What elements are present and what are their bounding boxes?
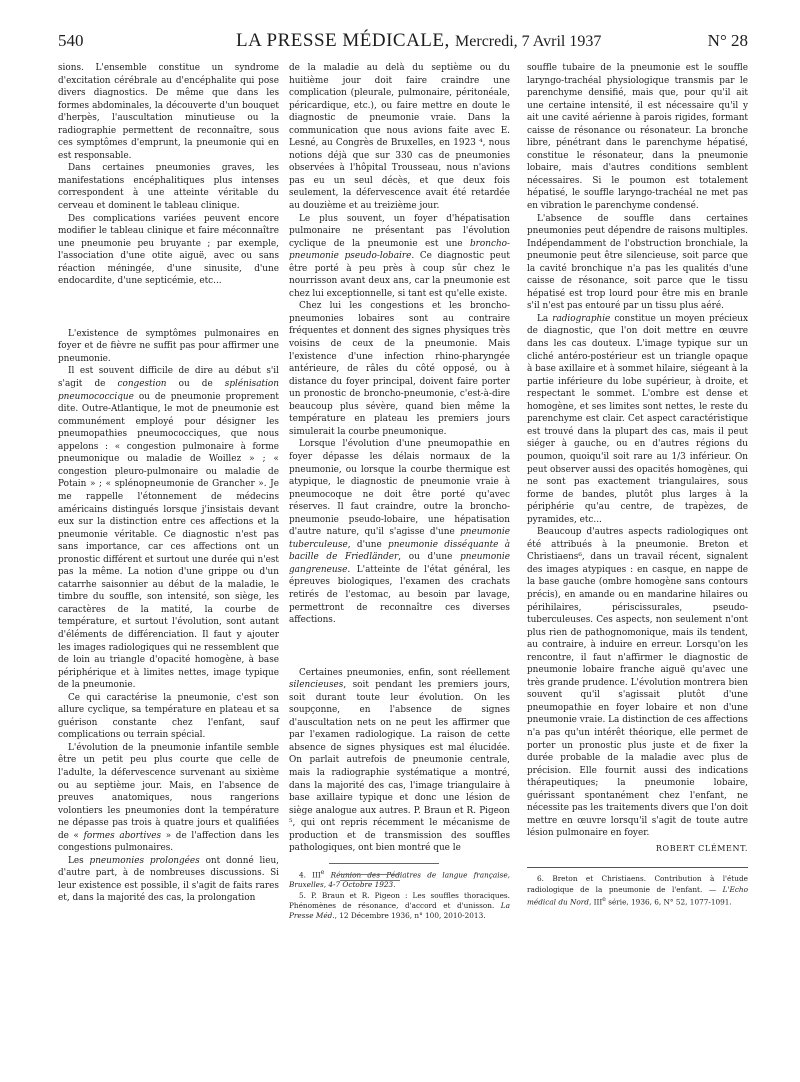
paragraph: Beaucoup d'autres aspects radiologiques ont été attribués à la pneumonie. Breton et Christiaens⁶, dans un travail récent, signalent des images atypiques : en casque, en nappe de la base gauche (ombre homogène sans contours précis), en amande ou en mandarine hilaires ou périhilaires, périscissurales, pseudo-tuberculeuses. Ces aspects, non seulement n'ont plus rien de pathognomonique, mais ils tendent, au contraire, à induire en erreur. Lorsqu'on les rencontre, il faut n'affirmer le diagnostic de pneumonie lobaire franche aiguë qu'avec une très grande prudence. L'évolution montrera bien souvent qu'il s'agissait plutôt d'une pneumopathie en foyer lobaire et non d'une pneumonie vraie. La distinction de ces affections n'a pas qu'un intérêt théorique, elle permet de porter un pronostic plus juste et de fixer la durée probable de la maladie avec plus de précision. Elle fournit aussi des indications thérapeutiques; la pneumonie lobaire, guérissant spontanément chez l'enfant, ne nécessite pas les traitements divers que l'on doit mettre en œuvre lorsqu'il s'agit de toute autre lésion pulmonaire en foyer. xyxy=(527,527,748,839)
page-number: 540 xyxy=(58,31,84,50)
author-signature: ROBERT CLÉMENT. xyxy=(655,843,748,853)
footnote-5: 5. P. Braun et R. Pigeon : Les souffles thoraciques. Phénomènes de résonance, d'accord et d'unisson. La Presse Méd., 12 Décembre 1936, n° 100, 2010-2013. xyxy=(289,890,510,921)
paragraph: Chez lui les congestions et les broncho-pneumonies lobaires sont au contraire fréquentes et donnent des signes physiques très voisins de ceux de la pneumonie. Mais l'existence d'une infection rhino-pharyngée antérieure, de râles du côté opposé, ou à distance du foyer principal, doivent faire porter un pronostic de broncho-pneumonie, c'est-à-dire beaucoup plus sévère, quand bien même la température en plateau les premiers jours simulerait la courbe pneumonique. xyxy=(289,301,510,437)
footnote-6: 6. Breton et Christiaens. Contribution à l'étude radiologique de la pneumonie de l'enfant. — L'Echo médical du Nord, IIIe série, 1936, 6, N° 52, 1077-1091. xyxy=(527,874,748,907)
column-left xyxy=(58,62,279,905)
footnote-divider xyxy=(527,867,748,868)
paragraph: Les pneumonies prolongées ont donné lieu, d'autre part, à de nombreuses discussions. Si leur existence est possible, il s'agit de faits rares et, dans la majorité des cas, la prolongation xyxy=(58,855,280,904)
footnote-4: 4. IIIe Réunion des Pédiatres de langue française, Bruxelles, 4-7 Octobre 1923. xyxy=(289,868,511,890)
journal-masthead xyxy=(236,30,601,52)
paragraph: Le plus souvent, un foyer d'hépatisation pulmonaire ne présentant pas l'évolution cyclique de la pneumonie est une broncho-pneumonie pseudo-lobaire. Ce diagnostic peut être porté à peu près à coup sûr chez le nourrisson avant deux ans, car la pneumonie est chez lui exceptionnelle, si tant est qu'elle existe. xyxy=(289,213,510,299)
paragraph: Lorsque l'évolution d'une pneumopathie en foyer dépasse les délais normaux de la pneumonie, ou lorsque la courbe thermique est atypique, le diagnostic de pneumonie vraie à pneumocoque ne doit être porté qu'avec réserves. Il faut craindre, outre la broncho-pneumonie pseudo-lobaire, une hépatisation d'autre nature, qu'il s'agisse d'une pneumonie tuberculeuse, d'une pneumonie disséquante à bacille de Friedländer, ou d'une pneumonie gangreneuse. L'atteinte de l'état général, les épreuves biologiques, l'examen des crachats retirés de l'estomac, au besoin par lavage, permettront de reconnaître ces diverses affections. xyxy=(289,439,510,626)
page-header xyxy=(58,30,748,52)
paragraph: L'absence de souffle dans certaines pneumonies peut dépendre de raisons multiples. Indépendamment de l'obstruction bronchiale, la pneumonie peut être silencieuse, soit parce que la cavité bronchique n'a pas les qualités d'une caisse de résonance, soit parce que le tissu hépatisé est trop lourd pour être mis en branle s'il n'est pas entouré par un tissu plus aéré. xyxy=(527,213,748,312)
paragraph: Des complications variées peuvent encore modifier le tableau clinique et faire méconnaître une pneumonie peu bruyante ; par exemple, l'association d'une otite aiguë, avec ou sans réaction méningée, d'une sinusite, d'une endocardite, d'une septicémie, etc... xyxy=(58,213,279,287)
paragraph: sions. L'ensemble constitue un syndrome d'excitation cérébrale au d'encéphalite qui pose divers diagnostics. De même que dans les formes abdominales, la découverte d'un bouquet d'herpès, l'auscultation minutieuse ou la radiographie permettent de reconnaître, sous ces symptômes d'emprunt, la pneumonie qui en est responsable. xyxy=(58,63,279,161)
end-rule-1 xyxy=(340,874,400,875)
paragraph: La radiographie constitue un moyen précieux de diagnostic, que l'on doit mettre en œuvre dans les cas douteux. L'image typique sur un cliché antéro-postérieur est un triangle opaque à base axillaire et à sommet hilaire, siégeant à la partie inférieure du lobe supérieur, à droite, et respectant le sommet. L'ombre est dense et homogène, et ses limites sont nettes, le reste du parenchyme est clair. Cet aspect caractéristique est trouvé dans la plupart des cas, mais il peut siéger à gauche, ou en d'autres régions du poumon, quoiqu'il soit rare au 1/3 inférieur. On peut observer aussi des opacités homogènes, qui ne sont pas exactement triangulaires, sous forme de bandes, plutôt plus larges à la périphérie qu'au centre, de trapèzes, de pyramides, etc... xyxy=(527,313,748,525)
journal-title: LA PRESSE MÉDICALE, xyxy=(236,30,450,51)
paragraph: Ce qui caractérise la pneumonie, c'est son allure cyclique, sa température en plateau et sa guérison constante chez l'enfant, sauf complications ou terrain spécial. xyxy=(58,692,279,741)
paragraph: Dans certaines pneumonies graves, les manifestations encéphalitiques plus intenses correspondent à une atteinte véritable du cerveau et dominent le tableau clinique. xyxy=(58,163,279,212)
paragraph: L'évolution de la pneumonie infantile semble être un petit peu plus courte que celle de l'adulte, la défervescence survenant au sixième ou au septième jour. Mais, en l'absence de preuves anatomiques, nous rangerions volontiers les pneumonies dont la température ne dépasse pas trois à quatre jours et qualifiées de « formes abortives » de l'affection dans les congestions pulmonaires. xyxy=(58,742,280,854)
issue-number: N° 28 xyxy=(707,31,748,50)
end-rule-2 xyxy=(340,880,400,881)
paragraph: souffle tubaire de la pneumonie est le souffle laryngo-trachéal physiologique transmis par le parenchyme densifié, mais que, pour qu'il ait une certaine intensité, il est nécessaire qu'il y ait une cavité aérienne à parois rigides, formant caisse de résonance ou résonateur. La bronche libre, pénétrant dans le parenchyme hépatisé, constitue le résonateur, dans la pneumonie lobaire, mais d'autres conditions semblent nécessaires. Si le poumon est totalement hépatisé, le souffle laryngo-trachéal ne met pas en vibration le parenchyme condensé. xyxy=(527,63,748,212)
issue-date: Mercredi, 7 Avril 1937 xyxy=(455,33,602,50)
paragraph: L'existence de symptômes pulmonaires en foyer et de fièvre ne suffit pas pour affirmer une pneumonie. xyxy=(58,328,279,364)
column-middle xyxy=(289,62,510,921)
paragraph: Il est souvent difficile de dire au début s'il s'agit de congestion ou de splénisation pneumococcique ou de pneumonie proprement dite. Outre-Atlantique, le mot de pneumonie est communément employé pour désigner les pneumopathies pneumococciques, que nous appelons : « congestion pulmonaire à forme pneumonique ou maladie de Woillez » ; « congestion pleuro-pulmonaire ou maladie de Potain » ; « splénopneumonie de Grancher ». Je me rappelle l'étonnement de médecins américains distingués lorsque j'insistais devant eux sur la distinction entre ces affections et la pneumonie véritable. Ce diagnostic n'est pas sans importance, car ces affections ont un pronostic différent et surtout une durée qui n'est pas la même. La notion d'une grippe ou d'un catarrhe saisonnier au début de la maladie, le timbre du souffle, son intensité, son siège, les caractères de la matité, la courbe de température, et surtout l'évolution, sont autant d'éléments de différenciation. Il faut y ajouter les images radiologiques qui ne ressemblent que de loin au triangle d'opacité homogène, à base périphérique et à limites nettes, image typique de la pneumonie. xyxy=(58,366,279,691)
column-right xyxy=(527,62,748,907)
paragraph: de la maladie au delà du septième ou du huitième jour doit faire craindre une complication (pleurale, pulmonaire, péritonéale, péricardique, etc.), ou faire mettre en doute le diagnostic de pneumonie vraie. Dans la communication que nous avions faite avec E. Lesné, au Congrès de Bruxelles, en 1923 ⁴, nous notions déjà que sur 330 cas de pneumonies observées à l'hôpital Trousseau, nous n'avions pas eu un seul décès, et que deux fois seulement, la défervescence avait été retardée au douzième et au treizième jour. xyxy=(289,63,510,212)
footnote-divider xyxy=(329,863,439,864)
paragraph: Certaines pneumonies, enfin, sont réellement silencieuses, soit pendant les premiers jours, soit durant toute leur évolution. On les soupçonne, en l'absence de signes d'auscultation nets on ne peut les affirmer que par l'examen radiologique. La raison de cette absence de signes physiques est mal élucidée. On parlait autrefois de pneumonie centrale, mais la radiographie systématique a montré, dans la majorité des cas, l'image triangulaire à base axillaire typique et donc une lésion de siège analogue aux autres. P. Braun et R. Pigeon ⁵, qui ont repris récemment le mécanisme de production et de transmission des souffles pathologiques, ont bien montré que le xyxy=(289,667,510,854)
